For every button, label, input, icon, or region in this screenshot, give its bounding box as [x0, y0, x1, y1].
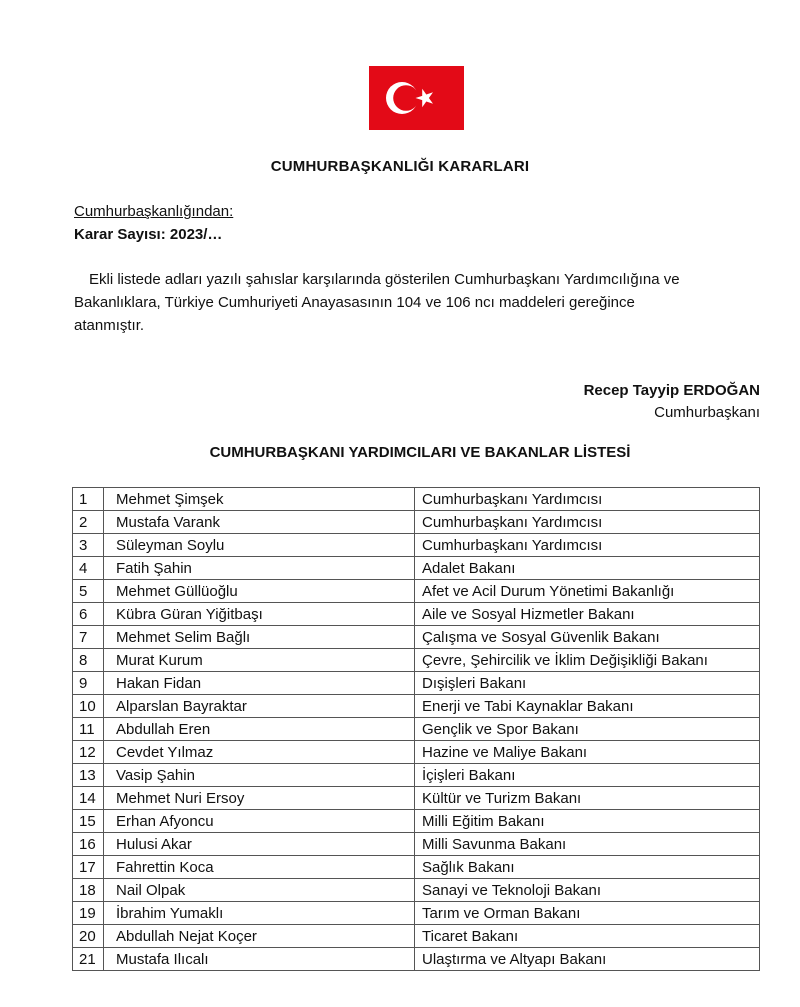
row-number: 21: [73, 948, 104, 971]
minister-name: Fatih Şahin: [104, 557, 415, 580]
office-title: Ticaret Bakanı: [415, 925, 760, 948]
table-row: [73, 718, 760, 741]
ministers-table-body: [73, 488, 760, 971]
table-row: [73, 511, 760, 534]
signer-name: [584, 380, 760, 402]
row-number: 12: [73, 741, 104, 764]
table-row: [73, 833, 760, 856]
row-number: 13: [73, 764, 104, 787]
paragraph-line: Ekli listede adları yazılı şahıslar karşılarında gösterilen Cumhurbaşkanı Yardımcılığına ve: [89, 271, 680, 288]
row-number: 5: [73, 580, 104, 603]
office-title: Afet ve Acil Durum Yönetimi Bakanlığı: [415, 580, 760, 603]
paragraph-line: Bakanlıklara, Türkiye Cumhuriyeti Anayasasının 104 ve 106 ncı maddeleri gereğince: [74, 294, 635, 311]
minister-name: Hulusi Akar: [104, 833, 415, 856]
row-number: 14: [73, 787, 104, 810]
row-number: 7: [73, 626, 104, 649]
document-title: CUMHURBAŞKANLIĞI KARARLARI: [270, 158, 530, 175]
office-title: Sağlık Bakanı: [415, 856, 760, 879]
table-row: [73, 741, 760, 764]
minister-name: Mustafa Ilıcalı: [104, 948, 415, 971]
table-row: [73, 879, 760, 902]
minister-name: Mustafa Varank: [104, 511, 415, 534]
table-row: [73, 902, 760, 925]
table-row: [73, 626, 760, 649]
minister-name: Fahrettin Koca: [104, 856, 415, 879]
minister-name: Mehmet Selim Bağlı: [104, 626, 415, 649]
table-row: [73, 557, 760, 580]
office-title: Cumhurbaşkanı Yardımcısı: [415, 511, 760, 534]
crescent-inner: [393, 85, 419, 111]
office-title: Cumhurbaşkanı Yardımcısı: [415, 488, 760, 511]
row-number: 17: [73, 856, 104, 879]
table-row: [73, 603, 760, 626]
office-title: Cumhurbaşkanı Yardımcısı: [415, 534, 760, 557]
office-title: Adalet Bakanı: [415, 557, 760, 580]
minister-name: Mehmet Güllüoğlu: [104, 580, 415, 603]
decree-paragraph: [74, 268, 764, 337]
minister-name: Mehmet Şimşek: [104, 488, 415, 511]
paragraph-line: atanmıştır.: [74, 317, 145, 334]
signer-name-plain: Recep Tayyip: [583, 382, 684, 399]
list-title: CUMHURBAŞKANI YARDIMCILARI VE BAKANLAR LİSTESİ: [209, 444, 631, 461]
row-number: 15: [73, 810, 104, 833]
row-number: 11: [73, 718, 104, 741]
row-number: 16: [73, 833, 104, 856]
office-title: Çevre, Şehircilik ve İklim Değişikliği Bakanı: [415, 649, 760, 672]
row-number: 6: [73, 603, 104, 626]
office-title: Çalışma ve Sosyal Güvenlik Bakanı: [415, 626, 760, 649]
minister-name: Abdullah Eren: [104, 718, 415, 741]
office-title: Kültür ve Turizm Bakanı: [415, 787, 760, 810]
minister-name: Nail Olpak: [104, 879, 415, 902]
table-row: [73, 488, 760, 511]
minister-name: Murat Kurum: [104, 649, 415, 672]
ministers-table: [72, 487, 760, 971]
signer-surname: ERDOĞAN: [683, 382, 760, 399]
table-row: [73, 787, 760, 810]
office-title: Aile ve Sosyal Hizmetler Bakanı: [415, 603, 760, 626]
office-title: Milli Savunma Bakanı: [415, 833, 760, 856]
office-title: İçişleri Bakanı: [415, 764, 760, 787]
row-number: 3: [73, 534, 104, 557]
minister-name: Erhan Afyoncu: [104, 810, 415, 833]
decision-number: Karar Sayısı: 2023/…: [74, 226, 223, 243]
row-number: 4: [73, 557, 104, 580]
table-row: [73, 534, 760, 557]
table-row: [73, 810, 760, 833]
minister-name: Mehmet Nuri Ersoy: [104, 787, 415, 810]
minister-name: Abdullah Nejat Koçer: [104, 925, 415, 948]
table-row: [73, 695, 760, 718]
table-row: [73, 856, 760, 879]
row-number: 19: [73, 902, 104, 925]
minister-name: İbrahim Yumaklı: [104, 902, 415, 925]
row-number: 10: [73, 695, 104, 718]
row-number: 18: [73, 879, 104, 902]
table-row: [73, 672, 760, 695]
minister-name: Cevdet Yılmaz: [104, 741, 415, 764]
table-row: [73, 948, 760, 971]
row-number: 8: [73, 649, 104, 672]
minister-name: Alparslan Bayraktar: [104, 695, 415, 718]
office-title: Gençlik ve Spor Bakanı: [415, 718, 760, 741]
office-title: Ulaştırma ve Altyapı Bakanı: [415, 948, 760, 971]
row-number: 20: [73, 925, 104, 948]
table-row: [73, 764, 760, 787]
row-number: 9: [73, 672, 104, 695]
minister-name: Kübra Güran Yiğitbaşı: [104, 603, 415, 626]
table-row: [73, 649, 760, 672]
office-title: Enerji ve Tabi Kaynaklar Bakanı: [415, 695, 760, 718]
office-title: Tarım ve Orman Bakanı: [415, 902, 760, 925]
row-number: 2: [73, 511, 104, 534]
signature-block: [584, 380, 760, 424]
signer-title: Cumhurbaşkanı: [654, 404, 760, 421]
minister-name: Hakan Fidan: [104, 672, 415, 695]
minister-name: Vasip Şahin: [104, 764, 415, 787]
office-title: Dışişleri Bakanı: [415, 672, 760, 695]
table-row: [73, 580, 760, 603]
office-title: Sanayi ve Teknoloji Bakanı: [415, 879, 760, 902]
table-row: [73, 925, 760, 948]
turkish-flag-icon: [369, 66, 464, 130]
office-title: Hazine ve Maliye Bakanı: [415, 741, 760, 764]
issuing-authority: Cumhurbaşkanlığından:: [74, 203, 234, 220]
row-number: 1: [73, 488, 104, 511]
office-title: Milli Eğitim Bakanı: [415, 810, 760, 833]
minister-name: Süleyman Soylu: [104, 534, 415, 557]
